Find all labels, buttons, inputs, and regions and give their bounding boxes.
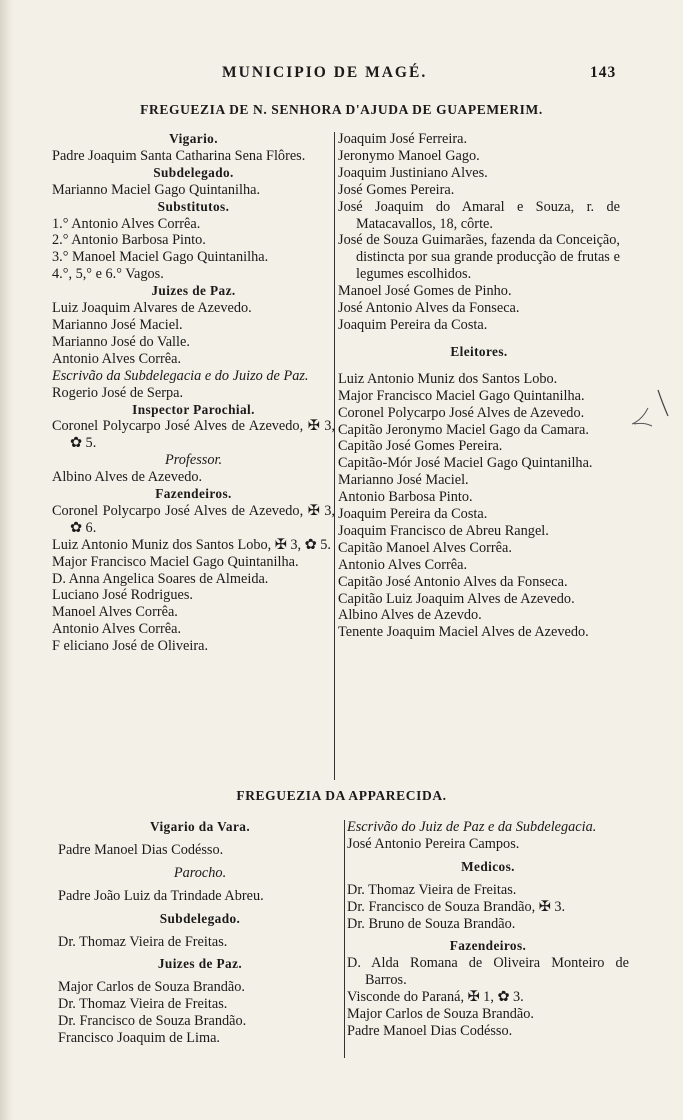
list-item: José Gomes Pereira. <box>338 181 455 198</box>
column-rule <box>344 820 345 1058</box>
escrivao-entry: Rogerio José de Serpa. <box>52 384 184 401</box>
list-item: Marianno José Maciel. <box>338 472 469 489</box>
list-item: 2.° Antonio Barbosa Pinto. <box>52 232 206 249</box>
list-item: Joaquim Francisco de Abreu Rangel. <box>338 522 549 539</box>
list-item: Manoel Alves Corrêa. <box>52 604 178 621</box>
section1-right-column <box>338 131 620 641</box>
fazendeiros-heading: Fazendeiros. <box>449 938 527 954</box>
subdelegado-entry: Marianno Maciel Gago Quintanilha. <box>52 181 261 198</box>
list-item: D. Alda Romana de Oliveira Monteiro de Barros. <box>347 955 629 989</box>
list-item: Capitão José Gomes Pereira. <box>338 438 503 455</box>
list-item: Antonio Barbosa Pinto. <box>338 489 473 506</box>
running-title: MUNICIPIO DE MAGÉ. <box>222 64 428 81</box>
list-item: Capitão José Antonio Alves da Fonseca. <box>338 573 568 590</box>
eleitores-heading: Eleitores. <box>450 343 508 359</box>
subdelegado-entry: Dr. Thomaz Vieira de Freitas. <box>58 933 228 950</box>
list-item: Coronel Polycarpo José Alves de Azevedo, ✠ 3, ✿ 6. <box>52 502 335 536</box>
parocho-entry: Padre João Luiz da Trindade Abreu. <box>58 887 264 904</box>
list-item: Joaquim José Ferreira. <box>338 131 468 147</box>
list-item: Antonio Alves Corrêa. <box>52 350 182 367</box>
juizes-heading: Juizes de Paz. <box>151 283 236 299</box>
professor-entry: Albino Alves de Azevedo. <box>52 469 203 486</box>
list-item: Capitão-Mór José Maciel Gago Quintanilha. <box>338 455 593 472</box>
professor-title: Professor. <box>164 452 223 469</box>
list-item: Dr. Francisco de Souza Brandão. <box>58 1013 247 1030</box>
list-item: Major Carlos de Souza Brandão. <box>347 1006 535 1023</box>
subdelegado-heading: Subdelegado. <box>153 164 234 180</box>
list-item: Tenente Joaquim Maciel Alves de Azevedo. <box>338 624 589 641</box>
vigario-entry: Padre Joaquim Santa Catharina Sena Flôres. <box>52 147 306 164</box>
escrivao-title: Escrivão do Juiz de Paz e da Subdelegacia. <box>347 819 597 835</box>
list-item: Jeronymo Manoel Gago. <box>338 147 480 164</box>
escrivao-entry: José Antonio Pereira Campos. <box>347 835 520 852</box>
list-item: Visconde do Paraná, ✠ 1, ✿ 3. <box>347 989 524 1006</box>
list-item: José Joaquim do Amaral e Souza, r. de Matacavallos, 18, côrte. <box>338 198 620 232</box>
list-item: Francisco Joaquim de Lima. <box>58 1030 220 1047</box>
list-item: D. Anna Angelica Soares de Almeida. <box>52 570 269 587</box>
fazendeiros-heading: Fazendeiros. <box>155 486 232 502</box>
section-title-guapemerim: FREGUEZIA DE N. SENHORA D'AJUDA DE GUAPEMERIM. <box>140 102 543 117</box>
list-item: 3.° Manoel Maciel Gago Quintanilha. <box>52 249 269 266</box>
list-item: Manoel José Gomes de Pinho. <box>338 283 512 300</box>
section1-left-column <box>52 131 335 655</box>
list-item: Padre Manoel Dias Codésso. <box>347 1022 513 1039</box>
list-item: Joaquim Pereira da Costa. <box>338 506 488 523</box>
page-number: 143 <box>590 64 617 81</box>
list-item: 1.° Antonio Alves Corrêa. <box>52 215 201 232</box>
list-item: Dr. Thomaz Vieira de Freitas. <box>347 881 517 898</box>
list-item: Luciano José Rodrigues. <box>52 587 193 604</box>
list-item: F eliciano José de Oliveira. <box>52 638 209 655</box>
list-item: Major Carlos de Souza Brandão. <box>58 979 246 996</box>
list-item: Capitão Jeronymo Maciel Gago da Camara. <box>338 421 589 438</box>
page-gutter-shadow <box>0 0 14 1120</box>
list-item: Antonio Alves Corrêa. <box>52 621 182 638</box>
list-item: 4.°, 5,° e 6.° Vagos. <box>52 266 164 283</box>
juizes-heading: Juizes de Paz. <box>157 956 243 972</box>
list-item: Dr. Bruno de Souza Brandão. <box>347 915 516 932</box>
section2-right-column <box>347 819 629 1040</box>
section2-left-column <box>58 819 342 1047</box>
medicos-heading: Medicos. <box>461 858 515 874</box>
list-item: Capitão Manoel Alves Corrêa. <box>338 539 512 556</box>
parocho-title: Parocho. <box>173 864 227 881</box>
list-item: Joaquim Justiniano Alves. <box>338 164 488 181</box>
list-item: Luiz Antonio Muniz dos Santos Lobo, ✠ 3, ✿ 5. <box>52 536 331 553</box>
subdelegado-heading: Subdelegado. <box>159 910 241 926</box>
list-item: Coronel Polycarpo José Alves de Azevedo. <box>338 404 585 421</box>
substitutos-heading: Substitutos. <box>157 198 230 214</box>
vigario-entry: Padre Manoel Dias Codésso. <box>58 841 224 858</box>
vigario-heading: Vigario. <box>169 131 218 146</box>
list-item: Major Francisco Maciel Gago Quintanilha. <box>338 387 585 404</box>
pencil-mark-icon <box>628 386 672 436</box>
list-item: Luiz Joaquim Alvares de Azevedo. <box>52 300 252 317</box>
list-item: Marianno José do Valle. <box>52 333 190 350</box>
list-item: Dr. Thomaz Vieira de Freitas. <box>58 996 228 1013</box>
inspector-heading: Inspector Parochial. <box>132 401 255 417</box>
list-item: José de Souza Guimarães, fazenda da Conceição, distincta por sua grande producção de frutas e legumes escolhidos. <box>338 232 620 283</box>
list-item: José Antonio Alves da Fonseca. <box>338 300 520 317</box>
list-item: Joaquim Pereira da Costa. <box>338 316 488 333</box>
vigario-vara-heading: Vigario da Vara. <box>149 819 251 834</box>
escrivao-title: Escrivão da Subdelegacia e do Juizo de Paz. <box>52 367 309 384</box>
list-item: Major Francisco Maciel Gago Quintanilha. <box>52 553 299 570</box>
list-item: Antonio Alves Corrêa. <box>338 556 468 573</box>
list-item: Albino Alves de Azevdo. <box>338 607 482 624</box>
list-item: Marianno José Maciel. <box>52 316 183 333</box>
list-item: Capitão Luiz Joaquim Alves de Azevedo. <box>338 590 575 607</box>
section-title-apparecida: FREGUEZIA DA APPARECIDA. <box>236 788 447 803</box>
list-item: Dr. Francisco de Souza Brandão, ✠ 3. <box>347 898 566 915</box>
inspector-entry: Coronel Polycarpo José Alves de Azevedo, ✠ 3, ✿ 5. <box>52 418 335 452</box>
list-item: Luiz Antonio Muniz dos Santos Lobo. <box>338 370 558 387</box>
